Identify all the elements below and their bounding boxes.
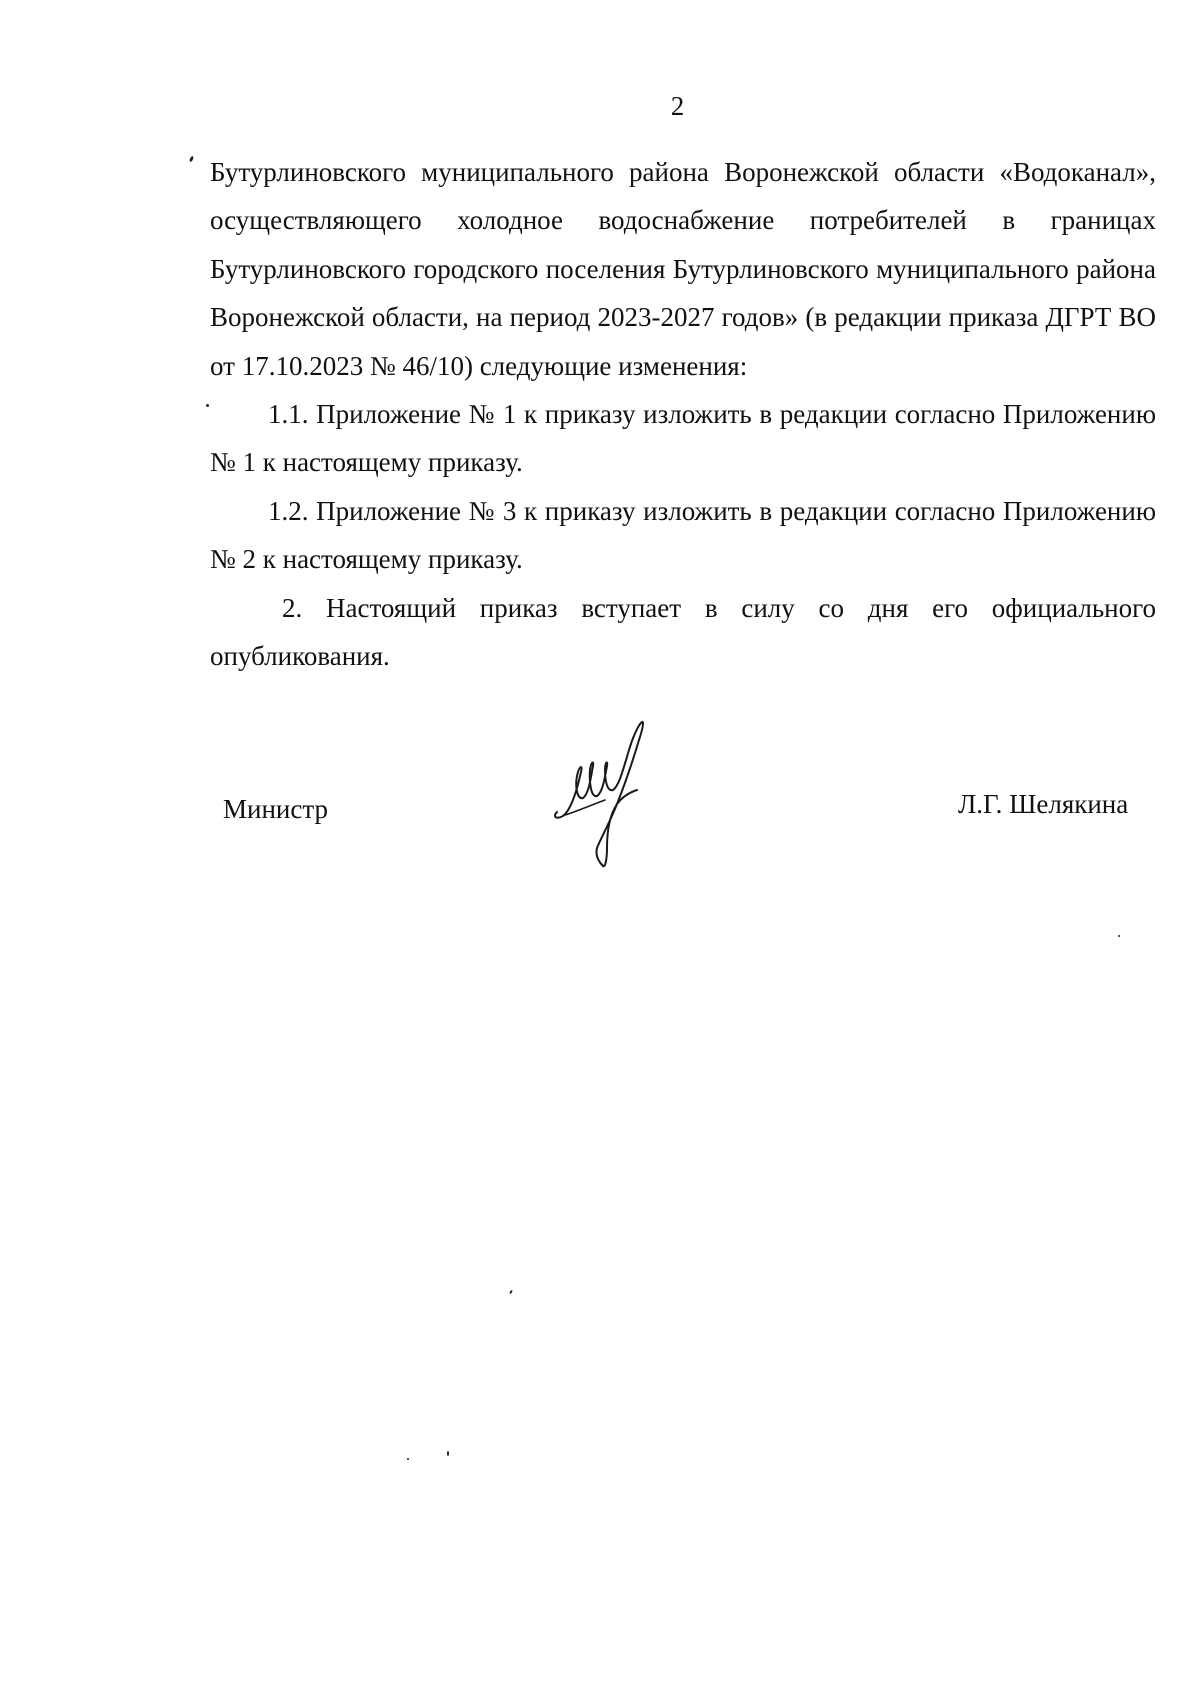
scan-speck [447, 1451, 449, 1456]
signatory-name: Л.Г. Шелякина [958, 789, 1129, 819]
handwritten-signature [545, 720, 680, 870]
scan-speck [407, 1458, 409, 1460]
page-number: 2 [670, 91, 685, 121]
item-1-2: 1.2. Приложение № 3 к приказу изложить в редакции согласно Приложению № 2 к настоящему приказу. [210, 495, 1156, 575]
paragraph-continuation: Бутурлиновского муниципального района Воронежской области «Водоканал», осуществляющего холодное водоснабжение потребителей в границах Бутурлиновского городского поселения Бутурлиновского муниципального района Воронежской области, на период 2023-2027 годов» (в редакции приказа ДГРТ ВО от 17.10.2023 № 46/10) следующие изменения: [210, 157, 1156, 381]
scan-speck [1118, 935, 1120, 937]
item-2: 2. Настоящий приказ вступает в силу со дня его официального опубликования. [210, 592, 1156, 672]
item-1-1: 1.1. Приложение № 1 к приказу изложить в редакции согласно Приложению № 1 к настоящему приказу. [210, 399, 1156, 478]
scan-speck [206, 404, 209, 407]
scan-speck [509, 1290, 513, 1294]
signatory-position: Министр [223, 794, 328, 824]
